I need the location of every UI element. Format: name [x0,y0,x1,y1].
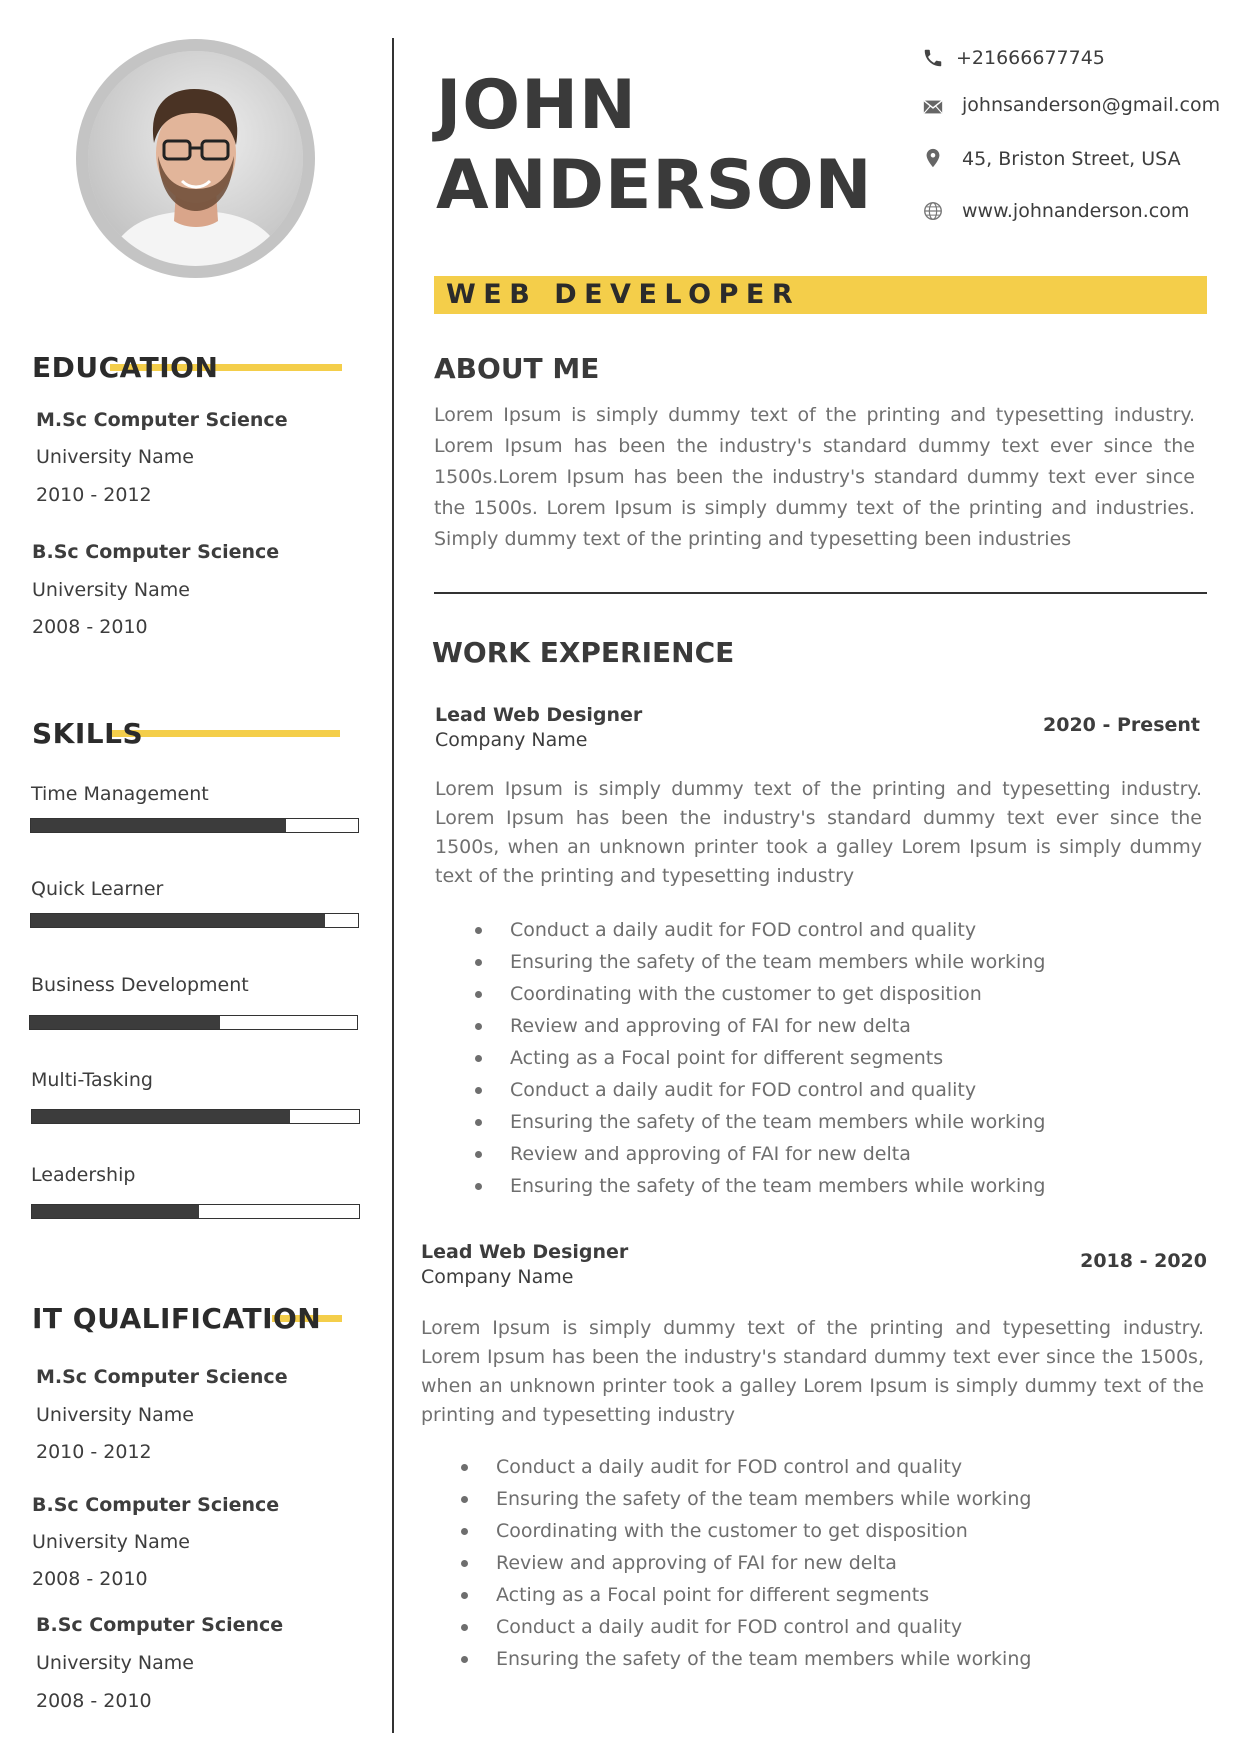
envelope-icon [922,96,944,118]
list-item: Review and approving of FAI for new delta [464,1138,1164,1170]
skill-label: Leadership [31,1164,136,1186]
qualification-school: University Name [36,1404,194,1426]
education-heading: EDUCATION [32,351,219,384]
education-school: University Name [32,579,190,601]
list-item: Conduct a daily audit for FOD control and quality [450,1451,1150,1483]
list-item: Coordinating with the customer to get disposition [464,978,1164,1010]
skill-label: Time Management [31,783,209,805]
contact-address: 45, Briston Street, USA [962,148,1181,170]
about-heading: ABOUT ME [434,352,600,385]
section-divider [434,592,1207,594]
column-divider [392,38,394,1733]
job-company: Company Name [421,1266,574,1288]
it-qualification-heading: IT QUALIFICATION [32,1302,322,1335]
list-item: Coordinating with the customer to get disposition [450,1515,1150,1547]
about-text: Lorem Ipsum is simply dummy text of the printing and typesetting industry. Lorem Ipsum has been the industry's standard dummy text ever since the 1500s.Lorem Ipsum has been the industry's standard dummy text ever since the 1500s. Lorem Ipsum is simply dummy text of the printing and industries. Simply dummy text of the printing and typesetting been industries [434,404,1195,550]
skill-bar-fill [31,914,325,927]
qualification-years: 2008 - 2010 [32,1568,148,1590]
job-description: Lorem Ipsum is simply dummy text of the printing and typesetting industry. Lorem Ipsum has been the industry's standard dummy text ever since the 1500s, when an unknown printer took a galley Lorem Ipsum is simply dummy text of the printing and typesetting industry [421,1317,1204,1426]
education-school: University Name [36,446,194,468]
skill-bar [29,1015,358,1030]
skill-label: Quick Learner [31,878,164,900]
list-item: Ensuring the safety of the team members while working [464,946,1164,978]
skill-bar-fill [31,819,286,832]
avatar [88,51,303,266]
list-item: Ensuring the safety of the team members while working [450,1483,1150,1515]
work-heading: WORK EXPERIENCE [432,636,735,669]
job-dates: 2018 - 2020 [1080,1250,1207,1272]
skill-bar [31,1109,360,1124]
skill-bar-fill [32,1205,199,1218]
skill-label: Multi-Tasking [31,1069,153,1091]
list-item: Ensuring the safety of the team members while working [450,1643,1150,1675]
last-name: ANDERSON [436,146,873,225]
first-name: JOHN [436,66,637,145]
contact-email: johnsanderson@gmail.com [962,94,1221,116]
list-item: Review and approving of FAI for new delta [464,1010,1164,1042]
qualification-school: University Name [32,1531,190,1553]
contact-phone: +21666677745 [956,47,1105,69]
phone-icon [922,47,944,69]
job-responsibilities [450,1451,1150,1675]
skill-bar-fill [30,1016,220,1029]
list-item: Conduct a daily audit for FOD control and quality [464,914,1164,946]
education-degree: M.Sc Computer Science [36,409,288,431]
list-item: Review and approving of FAI for new delta [450,1547,1150,1579]
qualification-degree: B.Sc Computer Science [36,1614,284,1636]
education-years: 2010 - 2012 [36,484,152,506]
list-item: Acting as a Focal point for different segments [450,1579,1150,1611]
skill-bar [31,1204,360,1219]
skills-heading: SKILLS [32,717,144,750]
skill-bar [30,818,359,833]
skill-bar [30,913,359,928]
skill-bar-fill [32,1110,290,1123]
job-title: Lead Web Designer [421,1241,629,1263]
skills-heading-underline [110,730,340,737]
education-degree: B.Sc Computer Science [32,541,280,563]
job-responsibilities [464,914,1164,1202]
profile-photo [76,39,315,278]
list-item: Acting as a Focal point for different segments [464,1042,1164,1074]
list-item: Ensuring the safety of the team members while working [464,1170,1164,1202]
list-item: Conduct a daily audit for FOD control and quality [450,1611,1150,1643]
globe-icon [922,200,944,222]
education-years: 2008 - 2010 [32,616,148,638]
job-description: Lorem Ipsum is simply dummy text of the printing and typesetting industry. Lorem Ipsum has been the industry's standard dummy text ever since the 1500s, when an unknown printer took a galley Lorem Ipsum is simply dummy text of the printing and typesetting industry [435,778,1202,887]
job-role: WEB DEVELOPER [446,279,801,310]
qualification-degree: B.Sc Computer Science [32,1494,280,1516]
job-company: Company Name [435,729,588,751]
job-title: Lead Web Designer [435,704,643,726]
list-item: Ensuring the safety of the team members while working [464,1106,1164,1138]
list-item: Conduct a daily audit for FOD control and quality [464,1074,1164,1106]
role-banner [434,276,1207,314]
map-pin-icon [922,147,944,169]
qualification-years: 2010 - 2012 [36,1441,152,1463]
qualification-years: 2008 - 2010 [36,1690,152,1712]
skill-label: Business Development [31,974,249,996]
qualification-school: University Name [36,1652,194,1674]
job-dates: 2020 - Present [1043,714,1200,736]
contact-website: www.johnanderson.com [962,200,1190,222]
qualification-degree: M.Sc Computer Science [36,1366,288,1388]
